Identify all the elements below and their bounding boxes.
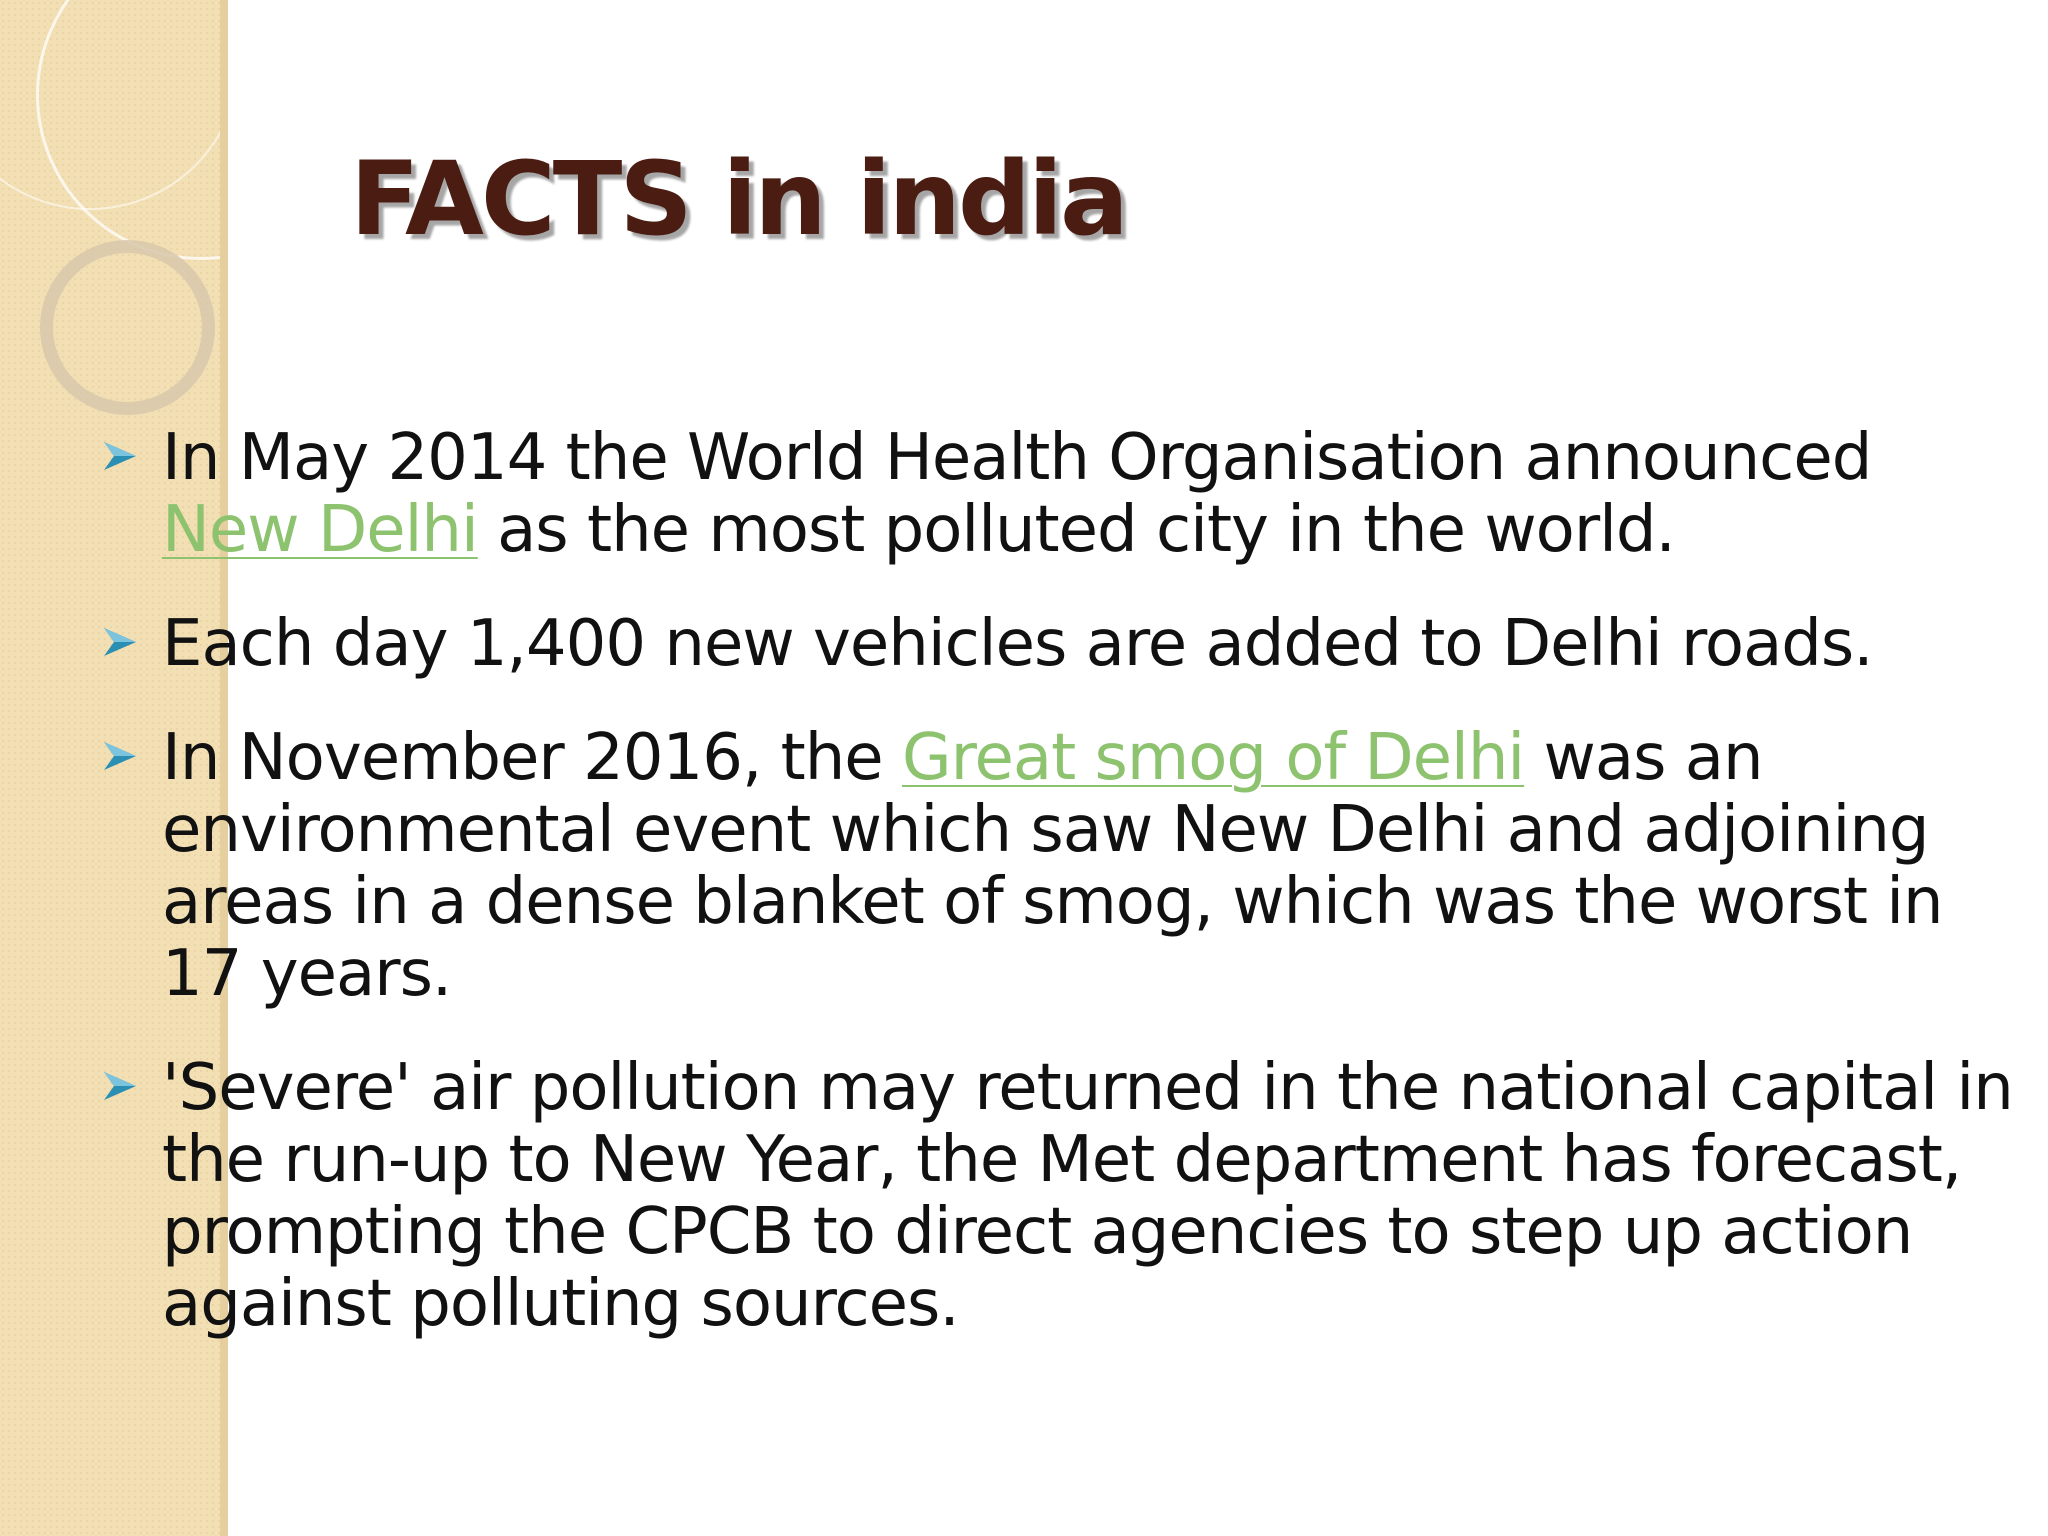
arrow-bullet-icon: [102, 1068, 138, 1104]
bullet-list: [96, 422, 2016, 1382]
great-smog-link[interactable]: Great smog of Delhi: [902, 721, 1525, 795]
bullet-text: In November 2016, the: [162, 721, 902, 795]
bullet-item: [96, 1052, 2016, 1340]
bullet-text: was an environmental event which saw New Delhi and adjoining areas in a dense blanket of smog, which was the worst in 17 years.: [162, 721, 1943, 1011]
bullet-text: Each day 1,400 new vehicles are added to Delhi roads.: [162, 607, 1873, 681]
arrow-bullet-icon: [102, 738, 138, 774]
bullet-text: In May 2014 the World Health Organisation announced: [162, 421, 1872, 495]
arrow-bullet-icon: [102, 438, 138, 474]
bullet-item: [96, 722, 2016, 1010]
bullet-item: [96, 422, 2016, 566]
decorative-ring: [40, 240, 215, 415]
decorative-ring: [36, 0, 366, 260]
bullet-text: 'Severe' air pollution may returned in the national capital in the run-up to New Year, the Met department has forecast, prompting the CPCB to direct agencies to step up action against polluting sources.: [162, 1051, 2013, 1341]
bullet-text: as the most polluted city in the world.: [477, 493, 1675, 567]
slide-title: FACTS in india: [350, 140, 1126, 259]
bullet-item: [96, 608, 2016, 680]
arrow-bullet-icon: [102, 624, 138, 660]
new-delhi-link[interactable]: New Delhi: [162, 493, 478, 567]
